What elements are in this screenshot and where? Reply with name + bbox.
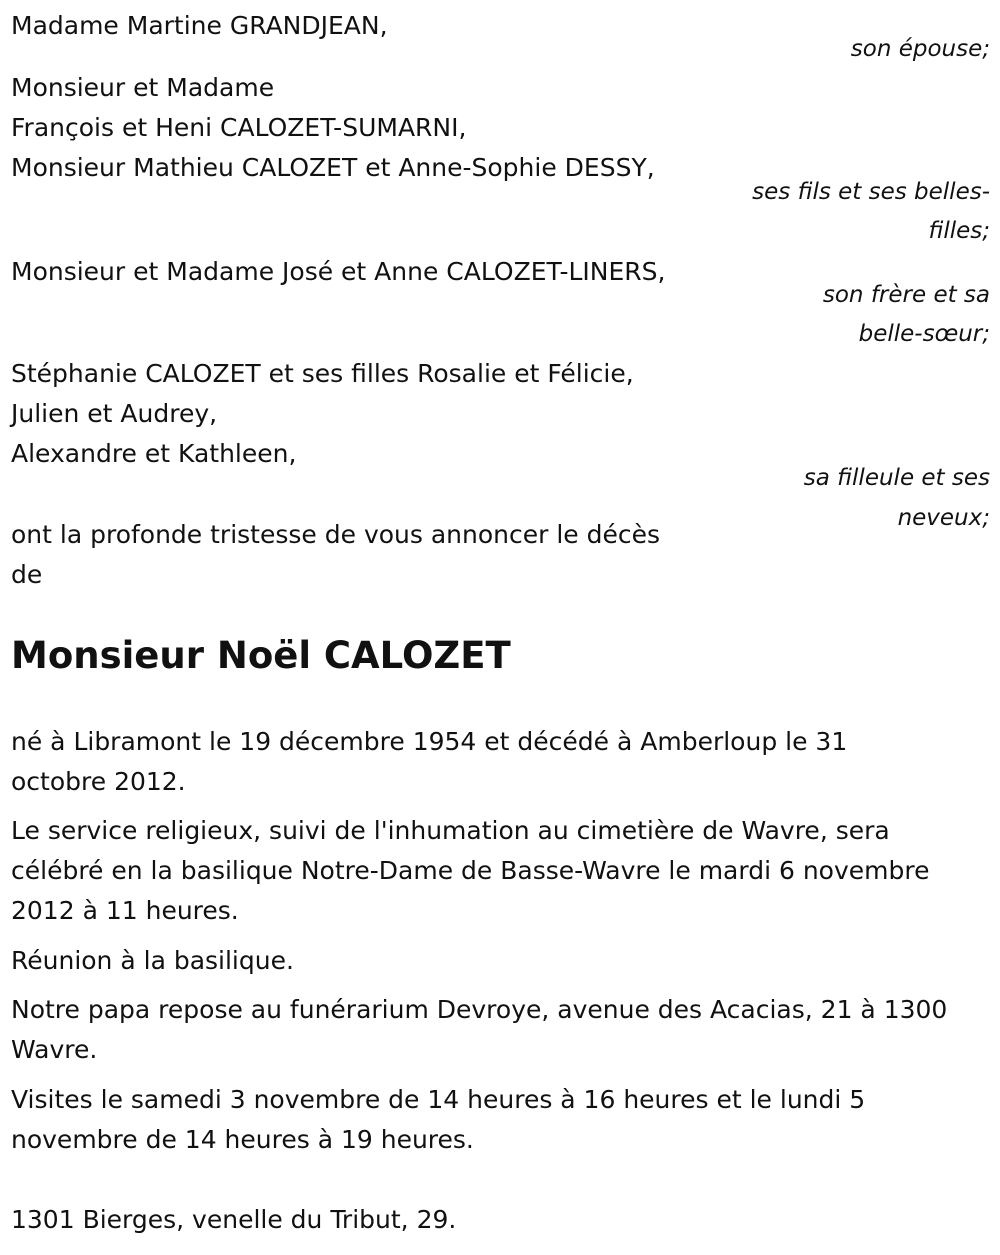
address-text: 1301 Bierges, venelle du Tribut, 29. [11,1205,457,1234]
family-member-line: Alexandre et Kathleen, [11,439,297,468]
family-member-line: Monsieur et Madame [11,73,275,102]
visits-text: Visites le samedi 3 novembre de 14 heures à 16 heures et le lundi 5 [11,1085,866,1114]
family-member-line: Monsieur Mathieu CALOZET et Anne-Sophie DESSY, [11,153,655,182]
family-member-line: Stéphanie CALOZET et ses filles Rosalie et Félicie, [11,359,634,388]
relation-label: son frère et sa [822,282,990,308]
relation-label: filles; [928,218,990,244]
service-text: 2012 à 11 heures. [11,896,239,925]
family-member-line: Monsieur et Madame José et Anne CALOZET-LINERS, [11,257,666,286]
service-text: Le service religieux, suivi de l'inhumation au cimetière de Wavre, sera [11,816,890,845]
announcement-text: de [11,560,43,589]
relation-label: neveux; [897,505,990,531]
birth-death-text: octobre 2012. [11,767,186,796]
service-text: célébré en la basilique Notre-Dame de Basse-Wavre le mardi 6 novembre [11,856,930,885]
visits-text: novembre de 14 heures à 19 heures. [11,1125,474,1154]
family-member-line: Julien et Audrey, [11,399,218,428]
funeral-home-text: Notre papa repose au funérarium Devroye, avenue des Acacias, 21 à 1300 [11,995,948,1024]
birth-death-text: né à Libramont le 19 décembre 1954 et décédé à Amberloup le 31 [11,727,848,756]
deceased-name: Monsieur Noël CALOZET [11,634,511,677]
relation-label: sa filleule et ses [803,465,990,491]
meeting-text: Réunion à la basilique. [11,946,294,975]
family-member-line: François et Heni CALOZET-SUMARNI, [11,113,467,142]
relation-label: son épouse; [850,36,990,62]
relation-label: belle-sœur; [858,321,990,347]
relation-label: ses fils et ses belles- [752,179,990,205]
funeral-home-text: Wavre. [11,1035,98,1064]
announcement-text: ont la profonde tristesse de vous annoncer le décès [11,520,661,549]
family-member-line: Madame Martine GRANDJEAN, [11,11,388,40]
